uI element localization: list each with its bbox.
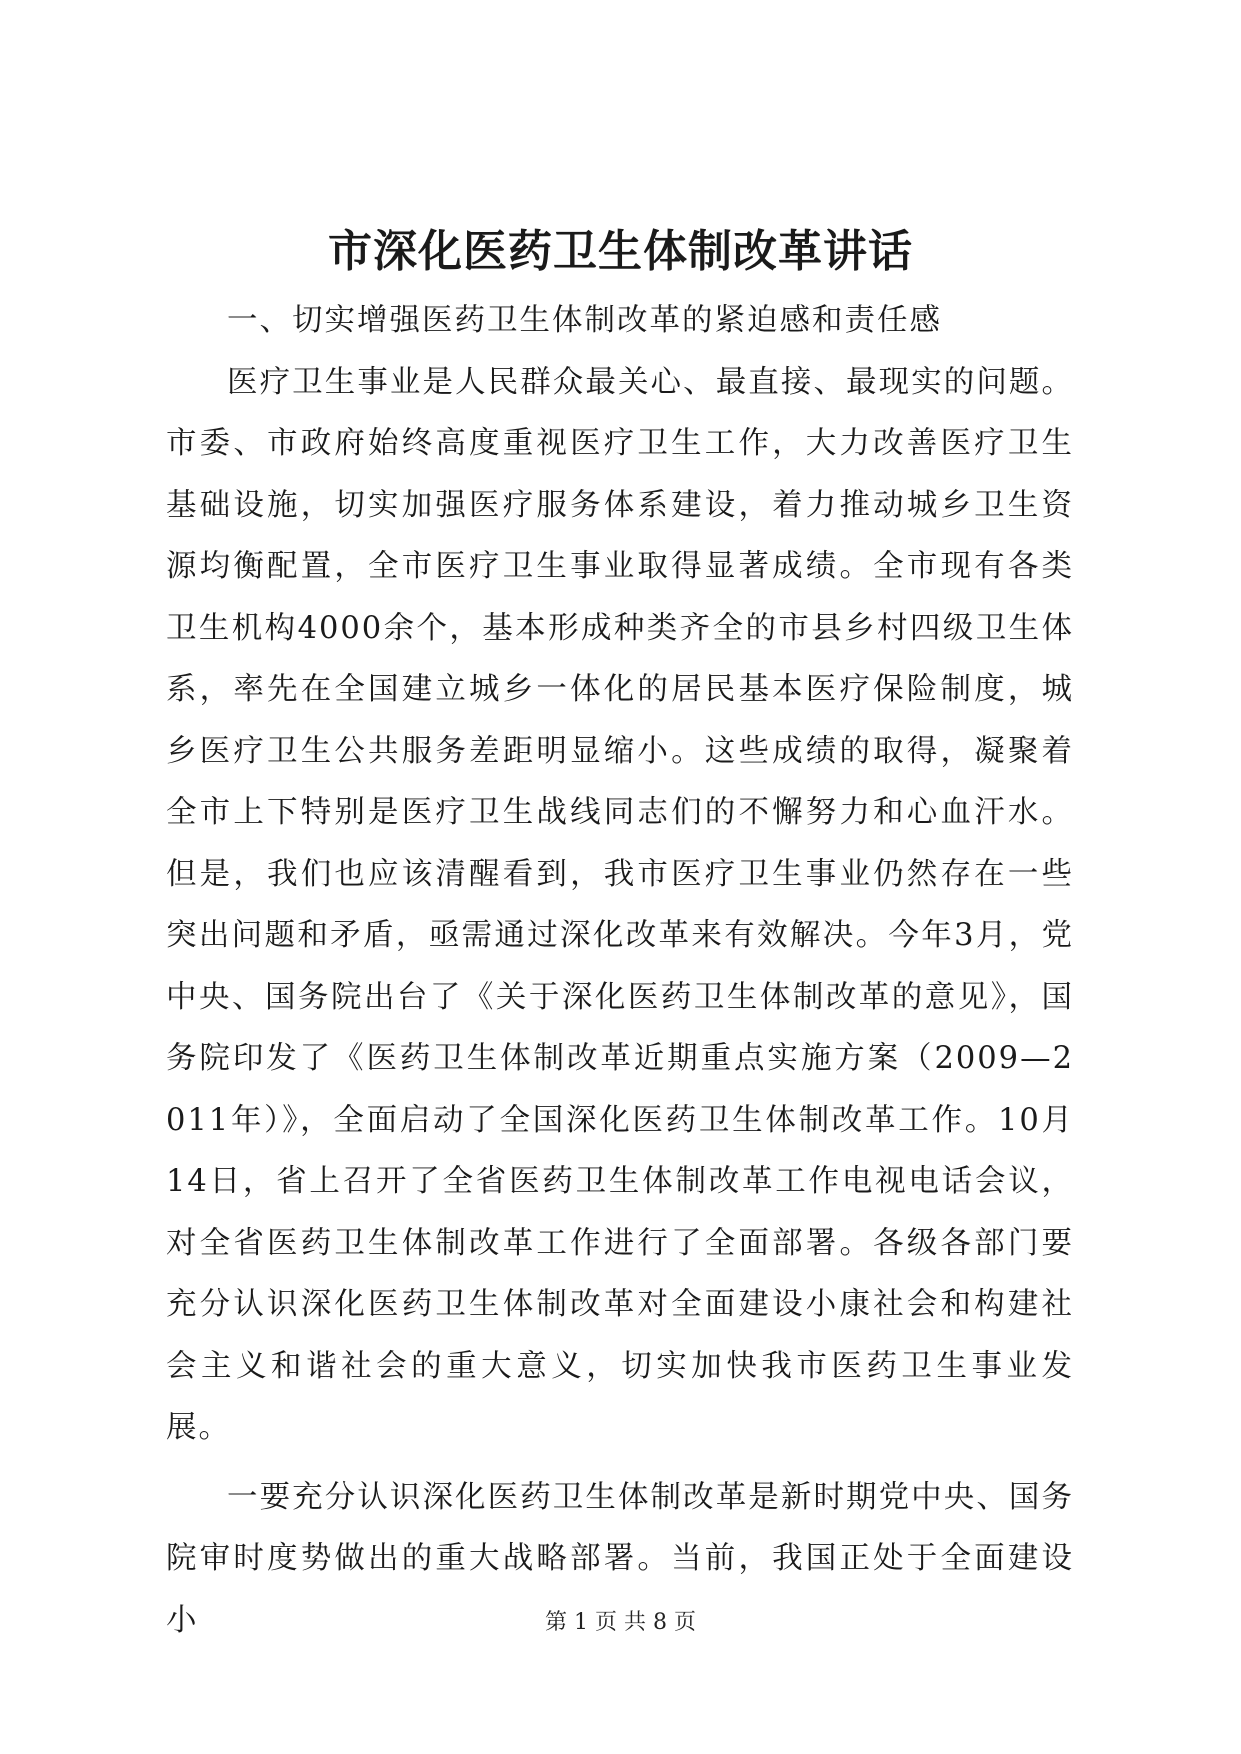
body-paragraph: 医疗卫生事业是人民群众最关心、最直接、最现实的问题。市委、市政府始终高度重视医疗卫生工作，大力改善医疗卫生基础设施，切实加强医疗服务体系建设，着力推动城乡卫生资源均衡配置，全市医疗卫生事业取得显著成绩。全市现有各类卫生机构4000余个，基本形成种类齐全的市县乡村四级卫生体系，率先在全国建立城乡一体化的居民基本医疗保险制度，城乡医疗卫生公共服务差距明显缩小。这些成绩的取得，凝聚着全市上下特别是医疗卫生战线同志们的不懈努力和心血汗水。但是，我们也应该清醒看到，我市医疗卫生事业仍然存在一些突出问题和矛盾，亟需通过深化改革来有效解决。今年3月，党中央、国务院出台了《关于深化医药卫生体制改革的意见》，国务院印发了《医药卫生体制改革近期重点实施方案（2009—2011年）》，全面启动了全国深化医药卫生体制改革工作。10月14日，省上召开了全省医药卫生体制改革工作电视电话会议，对全省医药卫生体制改革工作进行了全面部署。各级各部门要充分认识深化医药卫生体制改革对全面建设小康社会和构建社会主义和谐社会的重大意义，切实加快我市医药卫生事业发展。: [166, 364, 1074, 1445]
page-number-footer: 第 1 页 共 8 页: [545, 1610, 696, 1635]
document-title: 市深化医药卫生体制改革讲话: [328, 226, 913, 277]
section-heading: 一、切实增强医药卫生体制改革的紧迫感和责任感: [227, 303, 942, 338]
body-paragraph: 一要充分认识深化医药卫生体制改革是新时期党中央、国务院审时度势做出的重大战略部署。当前，我国正处于全面建设小: [166, 1479, 1074, 1638]
document-body: [166, 290, 1074, 1651]
